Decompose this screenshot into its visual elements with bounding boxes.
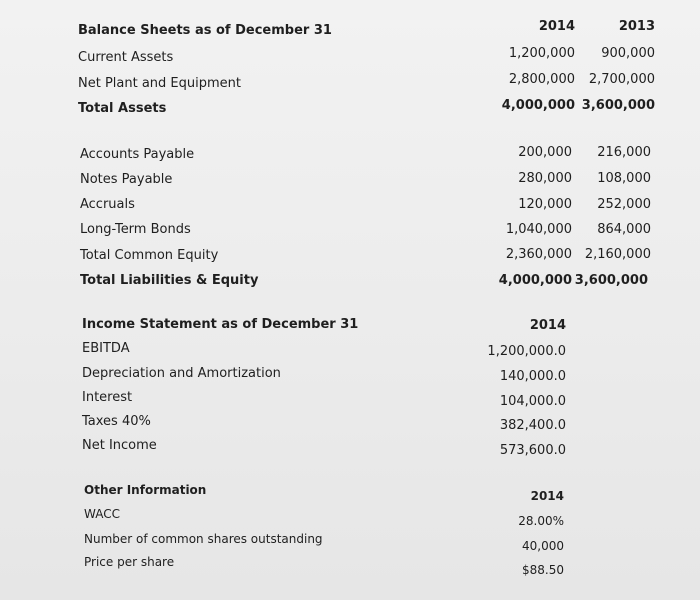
liability-value-2013: 216,000 [597,145,651,160]
income-row-value: 140,000.0 [499,369,566,384]
other-information-title: Other Information [84,483,207,497]
income-row-label: Taxes 40% [82,414,151,429]
income-row-label: Net Income [82,438,157,453]
liability-value-2013: 2,160,000 [584,247,651,262]
liability-value-2014: 1,040,000 [505,222,572,237]
liability-value-2013: 108,000 [597,171,651,186]
liability-value-2014: 120,000 [518,197,572,212]
total-liabilities-equity-label: Total Liabilities & Equity [80,273,259,288]
income-row-value: 382,400.0 [499,418,566,433]
liability-value-2013: 252,000 [597,197,651,212]
liability-label: Notes Payable [80,172,173,187]
liability-label: Accruals [80,197,135,212]
asset-value-2014: 2,800,000 [508,72,575,87]
total-assets-label: Total Assets [78,101,167,116]
liability-value-2014: 200,000 [518,145,572,160]
income-row-label: Interest [82,390,133,405]
total-assets-value-2014: 4,000,000 [501,98,575,113]
income-row-label: EBITDA [82,341,130,356]
liability-value-2014: 2,360,000 [505,247,572,262]
other-row-value: $88.50 [522,563,564,577]
income-row-value: 1,200,000.0 [487,344,566,359]
income-row-value: 573,600.0 [499,443,566,458]
liability-label: Long-Term Bonds [80,222,191,237]
balance-sheet-year-2014: 2014 [538,19,575,34]
liability-label: Total Common Equity [80,248,219,263]
liability-value-2014: 280,000 [518,171,572,186]
asset-value-2013: 2,700,000 [588,72,655,87]
liability-label: Accounts Payable [80,147,195,162]
income-row-label: Depreciation and Amortization [82,366,281,381]
other-row-value: 40,000 [522,539,564,553]
asset-label: Current Assets [78,50,174,65]
balance-sheet-year-2013: 2013 [618,19,655,34]
asset-value-2014: 1,200,000 [508,46,575,61]
asset-label: Net Plant and Equipment [78,76,241,91]
other-row-label: WACC [84,507,120,521]
other-row-label: Price per share [84,555,175,569]
total-liabilities-equity-value-2013: 3,600,000 [574,273,648,288]
total-liabilities-equity-value-2014: 4,000,000 [498,273,572,288]
income-row-value: 104,000.0 [499,394,566,409]
liability-value-2013: 864,000 [597,222,651,237]
other-row-label: Number of common shares outstanding [84,532,323,546]
income-statement-title: Income Statement as of December 31 [82,317,359,332]
asset-value-2013: 900,000 [601,46,655,61]
balance-sheet-title: Balance Sheets as of December 31 [78,23,332,38]
total-assets-value-2013: 3,600,000 [581,98,655,113]
other-row-value: 28.00% [518,514,564,528]
income-statement-year: 2014 [529,318,566,333]
other-information-year: 2014 [530,489,564,503]
